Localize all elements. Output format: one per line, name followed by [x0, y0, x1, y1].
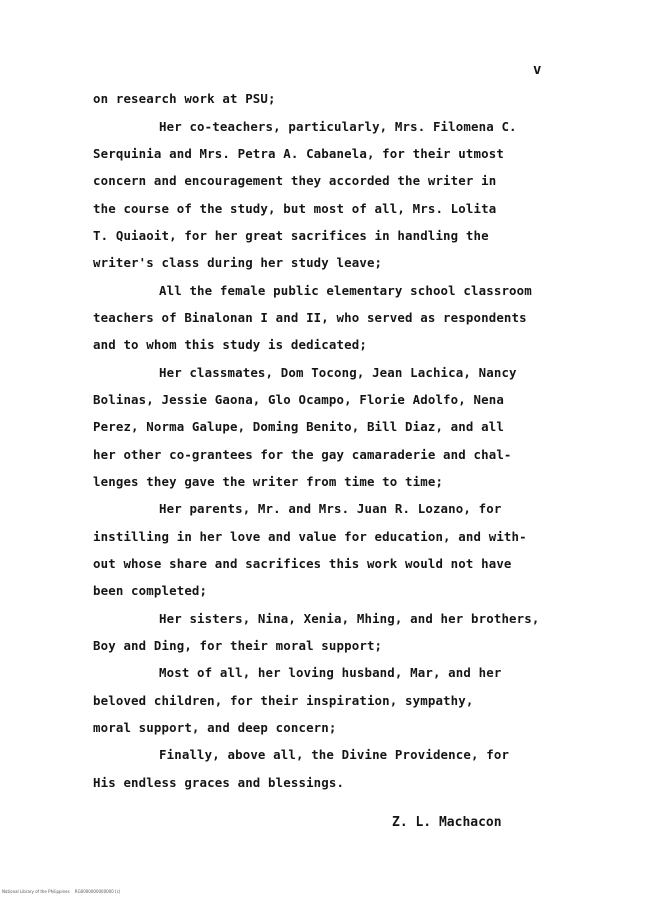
text-line: His endless graces and blessings.: [93, 775, 345, 790]
text-line: and to whom this study is dedicated;: [93, 337, 367, 352]
text-line: Bolinas, Jessie Gaona, Glo Ocampo, Florie Adolfo, Nena: [93, 392, 504, 407]
text-line: Her co-teachers, particularly, Mrs. Filomena C.: [159, 119, 517, 134]
text-line: Her sisters, Nina, Xenia, Mhing, and her brothers,: [159, 611, 540, 626]
text-line: beloved children, for their inspiration, sympathy,: [93, 693, 474, 708]
text-line: T. Quiaoit, for her great sacrifices in handling the: [93, 228, 489, 243]
text-line: teachers of Binalonan I and II, who served as respondents: [93, 310, 527, 325]
footer-note: National Library of the Philippines RG0000000000000 (c): [2, 889, 121, 894]
text-line: on research work at PSU;: [93, 91, 276, 106]
text-line: moral support, and deep concern;: [93, 720, 337, 735]
text-line: out whose share and sacrifices this work would not have: [93, 556, 512, 571]
text-line: Serquinia and Mrs. Petra A. Cabanela, for their utmost: [93, 146, 504, 161]
text-line: Her classmates, Dom Tocong, Jean Lachica, Nancy: [159, 365, 517, 380]
text-line: Boy and Ding, for their moral support;: [93, 638, 383, 653]
text-line: Finally, above all, the Divine Providence, for: [159, 747, 510, 762]
text-line: been completed;: [93, 583, 208, 598]
text-line: the course of the study, but most of all, Mrs. Lolita: [93, 201, 497, 216]
page-number: v: [533, 62, 542, 78]
text-line: concern and encouragement they accorded the writer in: [93, 173, 497, 188]
text-line: instilling in her love and value for education, and with-: [93, 529, 527, 544]
text-line: Her parents, Mr. and Mrs. Juan R. Lozano, for: [159, 501, 502, 516]
text-line: Most of all, her loving husband, Mar, and her: [159, 665, 502, 680]
text-line: Perez, Norma Galupe, Doming Benito, Bill Diaz, and all: [93, 419, 504, 434]
text-line: writer's class during her study leave;: [93, 255, 383, 270]
text-line: her other co-grantees for the gay camaraderie and chal-: [93, 447, 512, 462]
text-line: lenges they gave the writer from time to time;: [93, 474, 444, 489]
text-line: All the female public elementary school classroom: [159, 283, 532, 298]
signature-name: Z. L. Machacon: [392, 815, 502, 830]
